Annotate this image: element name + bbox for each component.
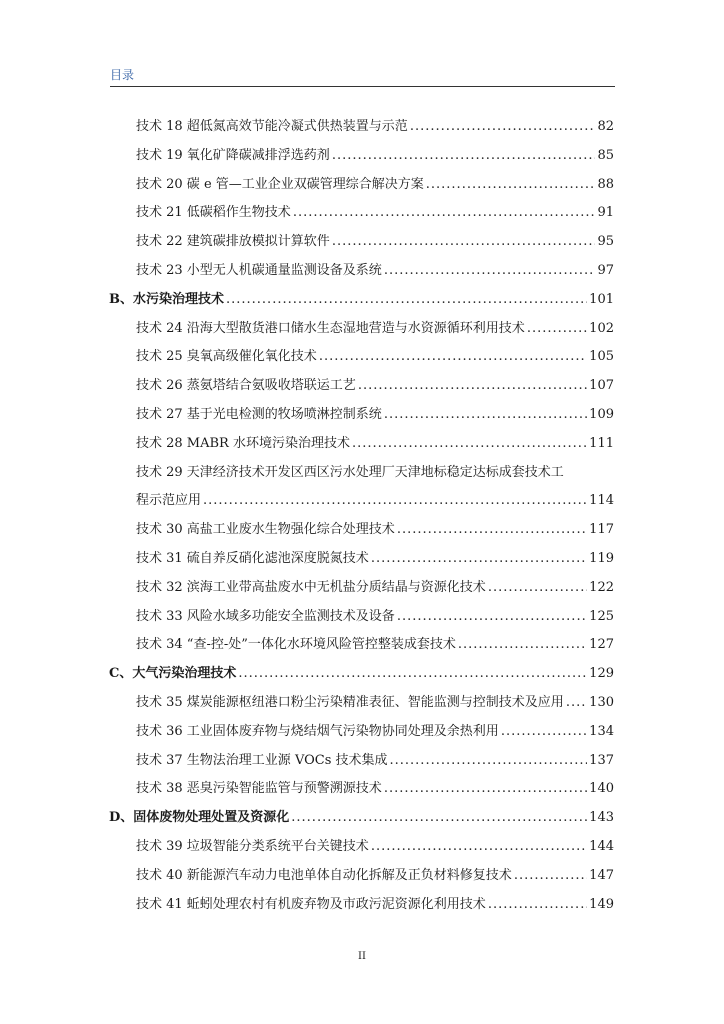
toc-entry[interactable] <box>136 233 614 251</box>
toc-page-number: 129 <box>589 666 614 682</box>
toc-page-number: 134 <box>589 723 614 739</box>
toc-leader-dots <box>458 636 587 654</box>
toc-leader-dots <box>527 320 587 338</box>
toc-section[interactable] <box>109 809 614 827</box>
toc-leader-dots <box>501 723 587 741</box>
toc-entry[interactable] <box>136 492 614 510</box>
toc-entry-title: 技术 25 臭氧高级催化氧化技术 <box>136 349 317 365</box>
toc-entry-title: D、固体废物处理处置及资源化 <box>109 810 290 826</box>
toc-entry[interactable] <box>136 377 614 395</box>
toc-page-number: 102 <box>589 320 614 336</box>
toc-leader-dots <box>426 176 596 194</box>
toc-leader-dots <box>397 608 587 626</box>
toc-page-number: 82 <box>597 119 614 134</box>
toc-page-number: 117 <box>589 522 614 538</box>
toc-page-number: 109 <box>589 407 614 422</box>
toc-entry-title: 技术 31 硫自养反硝化滤池深度脱氮技术 <box>136 551 369 566</box>
toc-page-number: 125 <box>589 608 614 624</box>
toc-page-number: 137 <box>589 752 614 768</box>
toc-page-number: 122 <box>589 579 614 595</box>
toc-entry[interactable] <box>136 550 614 568</box>
toc-page-number: 91 <box>597 205 614 221</box>
toc-section[interactable] <box>109 291 614 309</box>
toc-entry-title: 技术 37 生物法治理工业源 VOCs 技术集成 <box>136 752 388 768</box>
toc-entry-title: 技术 21 低碳稻作生物技术 <box>136 205 291 221</box>
toc-entry-title: C、大气污染治理技术 <box>109 666 237 682</box>
toc-entry-title: 技术 36 工业固体废弃物与烧结烟气污染物协同处理及余热利用 <box>136 723 499 739</box>
toc-entry-title: 技术 29 天津经济技术开发区西区污水处理厂天津地标稳定达标成套技术工 <box>136 464 564 480</box>
toc-leader-dots <box>488 579 587 597</box>
toc-page-number: 111 <box>589 435 614 451</box>
toc-leader-dots <box>384 406 587 424</box>
toc-entry-title: B、水污染治理技术 <box>109 291 224 307</box>
toc-entry[interactable] <box>136 636 614 654</box>
toc-leader-dots <box>371 550 587 568</box>
toc-leader-dots <box>291 809 587 827</box>
page-number: II <box>358 951 366 962</box>
toc-entry[interactable] <box>136 838 614 856</box>
toc-entry[interactable] <box>136 406 614 424</box>
toc-leader-dots <box>488 896 587 914</box>
toc-entry[interactable] <box>136 752 614 770</box>
toc-entry[interactable] <box>136 723 614 741</box>
toc-leader-dots <box>390 752 588 770</box>
running-header: 目录 <box>110 68 135 82</box>
toc-entry-title: 技术 19 氧化矿降碳减排浮选药剂 <box>136 147 330 163</box>
toc-entry[interactable] <box>136 320 614 338</box>
toc-entry[interactable] <box>136 118 614 136</box>
toc-entry[interactable] <box>136 262 614 280</box>
toc-entry-title: 技术 33 风险水域多功能安全监测技术及设备 <box>136 608 395 624</box>
toc-entry[interactable] <box>136 348 614 366</box>
toc-page-number: 85 <box>597 147 614 163</box>
toc-entry[interactable] <box>136 435 614 453</box>
toc-leader-dots <box>319 348 587 366</box>
toc-leader-dots <box>332 147 596 165</box>
toc-entry-title: 技术 40 新能源汽车动力电池单体自动化拆解及正负材料修复技术 <box>136 867 512 883</box>
toc-entry[interactable] <box>136 521 614 539</box>
toc-entry[interactable] <box>136 867 614 885</box>
toc-leader-dots <box>293 204 596 222</box>
toc-leader-dots <box>226 291 587 309</box>
toc-page-number: 114 <box>589 493 614 509</box>
toc-entry-title: 技术 27 基于光电检测的牧场喷淋控制系统 <box>136 407 382 422</box>
toc-entry-title: 技术 30 高盐工业废水生物强化综合处理技术 <box>136 522 395 538</box>
toc-page-number: 127 <box>589 637 614 653</box>
toc-entry[interactable] <box>136 579 614 597</box>
toc-leader-dots <box>352 435 587 453</box>
toc-page-number: 130 <box>589 695 614 710</box>
toc-page-number: 144 <box>589 839 614 854</box>
toc-entry-title: 技术 39 垃圾智能分类系统平台关键技术 <box>136 839 369 854</box>
toc-entry-title: 技术 38 恶臭污染智能监管与预警溯源技术 <box>136 781 382 797</box>
toc-entry-title: 技术 28 MABR 水环境污染治理技术 <box>136 435 350 451</box>
toc-entry-title: 技术 41 蚯蚓处理农村有机废弃物及市政污泥资源化利用技术 <box>136 896 486 912</box>
toc-entry[interactable] <box>136 896 614 914</box>
toc-leader-dots <box>566 694 587 712</box>
toc-page-number: 95 <box>597 234 614 250</box>
toc-entry-title: 技术 26 蒸氨塔结合氨吸收塔联运工艺 <box>136 378 356 394</box>
toc-entry-title: 程示范应用 <box>136 493 202 509</box>
toc-leader-dots <box>397 521 587 539</box>
toc-entry[interactable] <box>136 204 614 222</box>
toc-entry-title: 技术 20 碳 e 管—工业企业双碳管理综合解决方案 <box>136 176 424 192</box>
toc-entry[interactable] <box>136 608 614 626</box>
toc-entry-title: 技术 22 建筑碳排放模拟计算软件 <box>136 234 330 250</box>
toc-leader-dots <box>238 665 587 683</box>
toc-page-number: 88 <box>597 176 614 192</box>
toc-entry[interactable] <box>136 464 614 482</box>
toc-entry-title: 技术 32 滨海工业带高盐废水中无机盐分质结晶与资源化技术 <box>136 579 486 595</box>
toc-page-number: 105 <box>589 349 614 365</box>
toc-entry[interactable] <box>136 176 614 194</box>
toc-entry-title: 技术 35 煤炭能源枢纽港口粉尘污染精准表征、智能监测与控制技术及应用 <box>136 695 564 710</box>
toc-entry[interactable] <box>136 147 614 165</box>
toc-leader-dots <box>384 262 596 280</box>
toc-page-number: 97 <box>597 263 614 278</box>
toc-page-number: 143 <box>589 810 614 826</box>
toc-entry[interactable] <box>136 694 614 712</box>
toc-page-number: 101 <box>589 291 614 307</box>
toc-leader-dots <box>371 838 587 856</box>
toc-leader-dots <box>358 377 587 395</box>
toc-page-number: 140 <box>589 781 614 797</box>
toc-section[interactable] <box>109 665 614 683</box>
toc-entry[interactable] <box>136 780 614 798</box>
toc-leader-dots <box>410 118 596 136</box>
toc-entry-title: 技术 34 “查-控-处”一体化水环境风险管控整装成套技术 <box>136 637 456 653</box>
toc-leader-dots <box>203 492 587 510</box>
toc-leader-dots <box>514 867 587 885</box>
toc-entry-title: 技术 24 沿海大型散货港口储水生态湿地营造与水资源循环利用技术 <box>136 320 525 336</box>
toc-entry-title: 技术 23 小型无人机碳通量监测设备及系统 <box>136 263 382 278</box>
toc-entry-title: 技术 18 超低氮高效节能冷凝式供热装置与示范 <box>136 119 408 134</box>
toc-page-number: 119 <box>589 551 614 566</box>
toc-page-number: 149 <box>589 896 614 912</box>
toc-page-number: 107 <box>589 378 614 394</box>
toc-leader-dots <box>332 233 596 251</box>
toc-page-number: 147 <box>589 867 614 883</box>
toc-leader-dots <box>384 780 587 798</box>
